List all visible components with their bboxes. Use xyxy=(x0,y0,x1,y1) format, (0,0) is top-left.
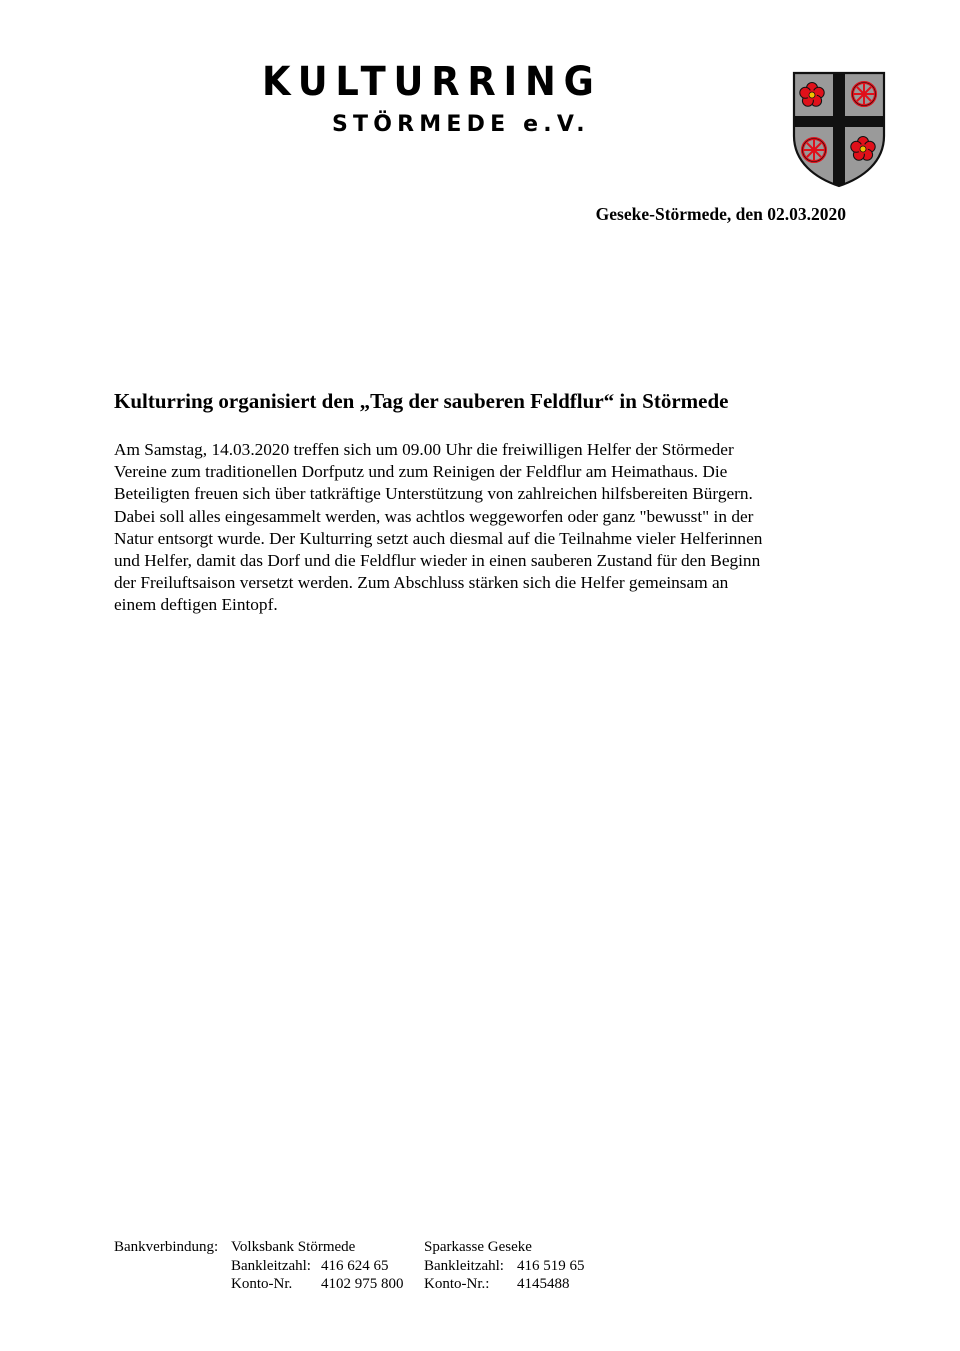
body-line: Beteiligten freuen sich über tatkräftige Unterstützung von zahlreichen hilfsbereiten Bürgern. xyxy=(114,484,753,504)
body-line: Natur entsorgt wurde. Der Kulturring setzt auch diesmal auf die Teilnahme vieler Helferinnen xyxy=(114,528,763,548)
account-number-value: 4102 975 800 xyxy=(321,1276,404,1292)
bank-code-label: Bankleitzahl: xyxy=(231,1257,311,1274)
body-line: und Helfer, damit das Dorf und die Feldflur wieder in einen sauberen Zustand für den Beginn xyxy=(114,551,761,571)
body-line: der Freiluftsaison versetzt werden. Zum Abschluss stärken sich die Helfer gemeinsam an xyxy=(114,573,729,593)
body-line: Dabei soll alles eingesammelt werden, was achtlos weggeworfen oder ganz "bewusst" in der xyxy=(114,506,754,526)
account-number-label: Konto-Nr. xyxy=(231,1276,293,1292)
organization-subtitle: STÖRMEDE e.V. xyxy=(332,112,590,137)
bank-name: Sparkasse Geseke xyxy=(424,1239,532,1255)
press-release-body xyxy=(114,439,762,617)
bank-code-value: 416 624 65 xyxy=(321,1257,389,1274)
press-release-headline: Kulturring organisiert den „Tag der sauberen Feldflur“ in Störmede xyxy=(114,389,729,413)
wheel-icon-top-right xyxy=(853,83,876,106)
coat-of-arms-logo xyxy=(791,70,887,188)
account-number-value: 4145488 xyxy=(517,1276,570,1292)
bank-details-label: Bankverbindung: xyxy=(114,1239,219,1255)
cross-horizontal xyxy=(791,116,887,127)
cross-vertical xyxy=(833,70,845,188)
document-date: Geseke-Störmede, den 02.03.2020 xyxy=(595,204,846,224)
account-number-label: Konto-Nr.: xyxy=(424,1276,490,1292)
bank-code-label: Bankleitzahl: xyxy=(424,1257,504,1274)
wheel-icon-bottom-left xyxy=(803,139,826,162)
body-line: einem deftigen Eintopf. xyxy=(114,595,278,615)
body-line: Am Samstag, 14.03.2020 treffen sich um 09.00 Uhr die freiwilligen Helfer der Störmeder xyxy=(114,440,734,459)
bank-code-value: 416 519 65 xyxy=(517,1257,585,1274)
bank-name: Volksbank Störmede xyxy=(231,1239,356,1255)
body-line: Vereine zum traditionellen Dorfputz und zum Reinigen der Feldflur am Heimathaus. Die xyxy=(114,462,728,482)
organization-name: KULTURRING xyxy=(262,59,602,105)
